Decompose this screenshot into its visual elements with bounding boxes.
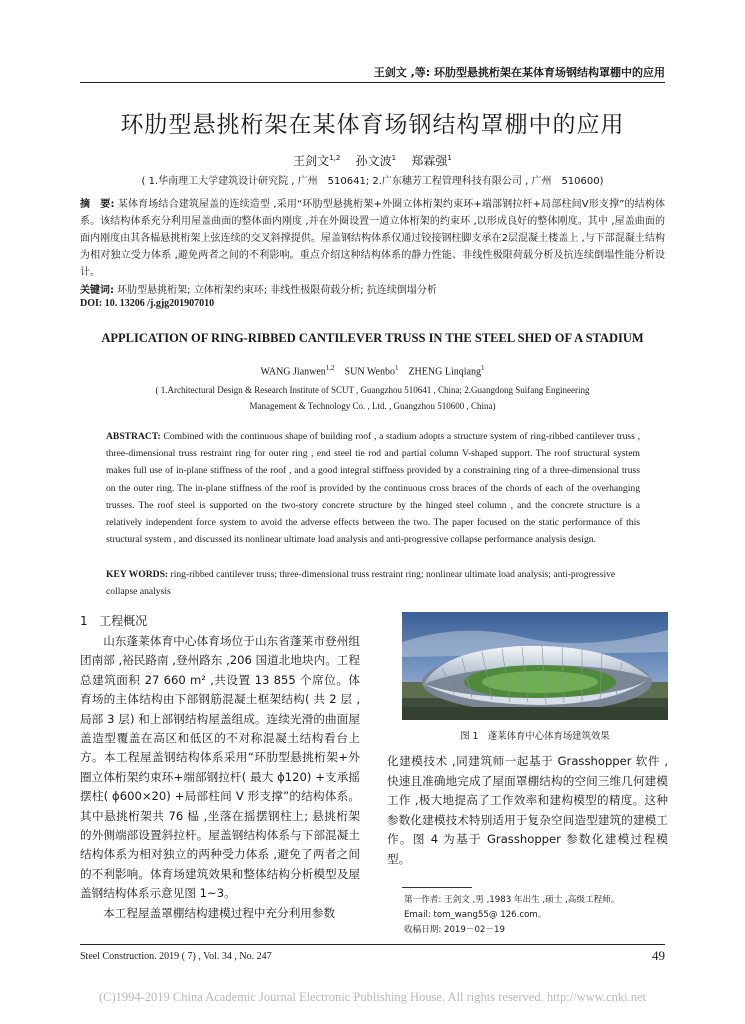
author-affil-mark: 1,2 <box>325 364 335 372</box>
figure-1-caption: 图 1 蓬莱体育中心体育场建筑效果 <box>460 731 610 742</box>
author-name: 郑霖强 <box>411 154 448 168</box>
stadium-illustration <box>402 612 668 720</box>
keywords-en <box>106 566 640 600</box>
author-affil-mark: 1 <box>391 154 397 162</box>
section-heading <box>80 612 147 629</box>
section-title: 工程概况 <box>99 614 148 628</box>
footnote-received-date: 收稿日期: 2019－02－19 <box>404 925 505 935</box>
keywords-en-label: KEY WORDS: <box>106 569 169 580</box>
footnote-author: 第一作者: 王剑文 ,男 ,1983 年出生 ,硕士 ,高级工程师。 <box>404 895 620 905</box>
authors-cn <box>0 152 745 169</box>
footnote-rule <box>402 887 472 888</box>
body-paragraph: 山东蓬莱体育中心体育场位于山东省蓬莱市登州组团南部 ,裕民路南 ,登州路东 ,206 国道北地块内。工程总建筑面积 27 660 m² ,共设置 13 855 个席位。体育场的主体结构由下部钢筋混凝土框架结构( 共 2 层 ,局部 3 层) 和上部钢结构屋盖组成。连续光滑的曲面屋盖造型覆盖在高区和低区的不对称混凝土结构看台上方。本工程屋盖钢结构体系采用“环肋型悬挑桁架+外圈立体桁架约束环+端部钢拉杆( 最大 ϕ120) +支承摇摆柱( ϕ600×20) +局部柱间 V 形支撑”的结构体系。其中悬挑桁架共 76 榀 ,坐落在摇摆钢柱上; 悬挑桁架的外侧端部设置斜拉杆。屋盖钢结构体系与下部混凝土结构体系为相对独立的两种受力体系 ,避免了两者之间的不利影响。体育场建筑效果和整体结构分析模型及屋盖钢结构体系示意见图 1~3。 <box>80 634 360 901</box>
header-rule <box>80 82 665 83</box>
footer-rule <box>80 944 665 945</box>
author-name: 孙文波 <box>355 154 392 168</box>
keywords-cn-label: 关键词: <box>80 285 114 296</box>
figure-1-stadium-photo <box>402 612 668 720</box>
abstract-en-text: Combined with the continuous shape of building roof , a stadium adopts a structure system of ring-ribbed cantilever truss , three-dimensional truss restraint ring for outer ring , end steel tie rod and partial column V-shaped support. The roof structural system makes full use of in-plane stiffness of the roof , and a good integral stiffness provided by a constraining ring of a three-dimensional truss on the outer ring. The in-plane stiffness of the roof is provided by the continuous cross braces of the chords of each of the overhanging trusses. The roof steel is supported on the two-story concrete structure by the hinged steel column , and the concrete structure is a relatively independent force system to avoid the adverse effects between the two. The paper focused on the static performance of this structural system , and discussed its nonlinear ultimate load analysis and anti-progressive collapse performance analysis design. <box>106 431 640 546</box>
author-name: 王剑文 <box>293 154 330 168</box>
affiliation-en-line: Management & Technology Co. , Ltd. , Guangzhou 510600 , China) <box>249 401 496 411</box>
author-name: SUN Wenbo <box>344 366 395 378</box>
footnote-email: Email: tom_wang55@ 126.com。 <box>404 910 547 920</box>
copyright-watermark: (C)1994-2019 China Academic Journal Electronic Publishing House. All rights reserved. http://www.cnki.net <box>98 990 646 1004</box>
abstract-en <box>106 428 640 548</box>
footnote <box>404 893 619 938</box>
doi: DOI: 10. 13206 /j.gjg201907010 <box>80 298 215 309</box>
abstract-cn <box>80 196 665 281</box>
running-header: 王剑文 ,等: 环肋型悬挑桁架在某体育场钢结构罩棚中的应用 <box>373 66 665 79</box>
abstract-cn-text: 某体育场结合建筑屋盖的连续造型 ,采用“环肋型悬挑桁架+外圈立体桁架约束环+端部钢拉杆+局部柱间V形支撑”的结构体系。该结构体系充分利用屋盖曲面的整体面内刚度 ,并在外圈设置一道立体桁架的约束环 ,以形成良好的整体刚度。其中 ,屋盖曲面的面内刚度由其各榀悬挑桁架上弦连续的交叉斜撑提供。屋盖钢结构体系仅通过铰接钢柱脚支承在2层混凝土楼盖上 ,与下部混凝土结构为相对独立受力体系 ,避免两者之间的不利影响。重点介绍这种结构体系的静力性能、非线性极限荷载分析及抗连续倒塌性能分析设计。 <box>80 199 666 278</box>
body-paragraph: 本工程屋盖罩棚结构建模过程中充分利用参数 <box>103 905 336 920</box>
affiliation-cn: ( 1.华南理工大学建筑设计研究院 , 广州 510641; 2.广东穗芳工程管理科技有限公司 , 广州 510600) <box>141 176 604 187</box>
paper-title-en: APPLICATION OF RING-RIBBED CANTILEVER TRUSS IN THE STEEL SHED OF A STADIUM <box>101 331 644 345</box>
keywords-en-text: ring-ribbed cantilever truss; three-dimensional truss restraint ring; nonlinear ultimate load analysis; anti-progressive collapse analysis <box>106 569 616 597</box>
abstract-en-label: ABSTRACT: <box>106 431 161 442</box>
author-affil-mark: 1 <box>447 154 452 162</box>
authors-en <box>0 364 745 377</box>
author-affil-mark: 1 <box>480 364 485 372</box>
keywords-cn <box>80 281 665 296</box>
affiliation-en <box>140 382 605 414</box>
author-affil-mark: 1,2 <box>329 154 341 162</box>
author-affil-mark: 1 <box>394 364 399 372</box>
author-name: WANG Jianwen <box>260 366 326 378</box>
keywords-cn-text: 环肋型悬挑桁架; 立体桁架约束环; 非线性极限荷载分析; 抗连续倒塌分析 <box>117 285 437 296</box>
abstract-cn-label: 摘 要: <box>80 199 115 210</box>
affiliation-en-line: ( 1.Architectural Design & Research Institute of SCUT , Guangzhou 510641 , China; 2.Guangdong Suifang Engineering <box>155 385 590 395</box>
footer-journal: Steel Construction. 2019 ( 7) , Vol. 34 , No. 247 <box>80 951 272 962</box>
body-right-column <box>387 752 668 870</box>
body-paragraph: 化建模技术 ,同建筑师一起基于 Grasshopper 软件 ,快速且准确地完成了屋面罩棚结构的空间三维几何建模工作 ,极大地提高了工作效率和建构模型的精度。这种参数化建模技术特别适用于复杂空间造型建筑的建模工作。图 4 为基于 Grasshopper 参数化建模过程模型。 <box>387 754 668 866</box>
paper-title-cn: 环肋型悬挑桁架在某体育场钢结构罩棚中的应用 <box>120 112 625 138</box>
author-name: ZHENG Linqiang <box>408 366 481 378</box>
body-left-column <box>80 632 360 923</box>
section-number: 1 <box>80 614 88 628</box>
page-number: 49 <box>652 948 665 963</box>
